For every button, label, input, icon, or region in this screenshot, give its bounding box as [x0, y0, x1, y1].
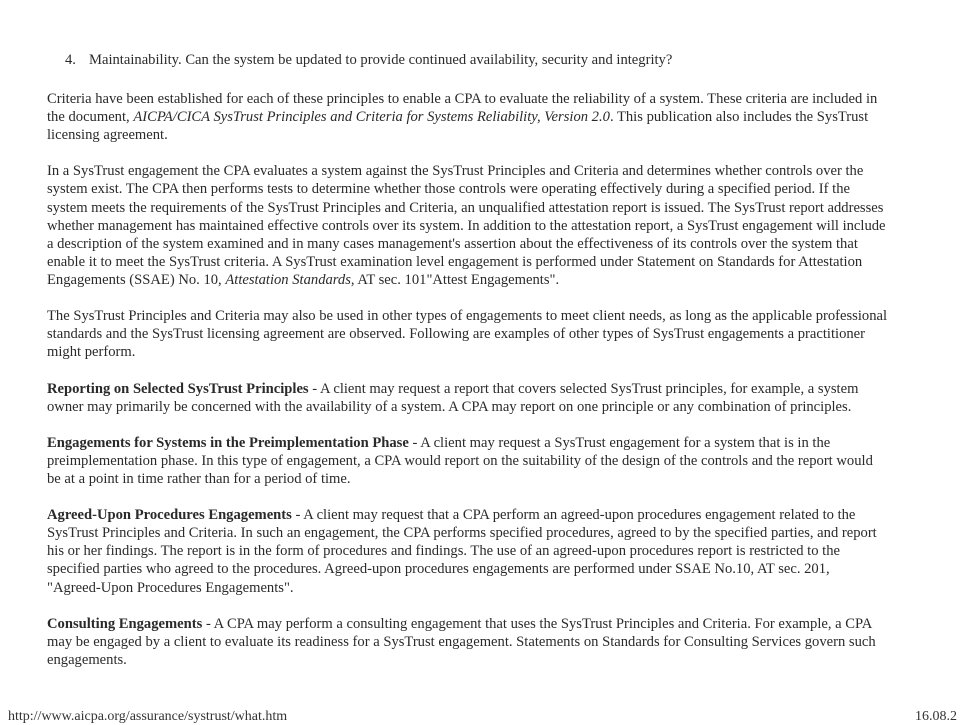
- text-line: owner may primarily be concerned with the availability of a system. A CPA may report on one principle or any combination of principles.: [47, 398, 852, 415]
- list-item-maintainability: [65, 51, 672, 69]
- text-line: [47, 380, 960, 398]
- text-line: [47, 108, 960, 126]
- text-line: [47, 615, 960, 633]
- text-run: the document,: [47, 109, 134, 126]
- text-line: "Agreed-Upon Procedures Engagements".: [47, 579, 294, 596]
- section-heading: Engagements for Systems in the Preimplementation Phase: [47, 434, 409, 451]
- text-run: , AT sec. 101"Attest Engagements".: [350, 271, 560, 288]
- text-line: standards and the SysTrust licensing agreement are observed. Following are examples of other types of SysTrust engagements a practitioner: [47, 326, 866, 343]
- paragraph-engagement: [47, 162, 960, 289]
- text-line: [47, 434, 960, 452]
- section-heading: Agreed-Upon Procedures Engagements: [47, 507, 292, 524]
- text-run: - A CPA may perform a consulting engagement that uses the SysTrust Principles and Criteria. For example, a CPA: [202, 615, 873, 632]
- paragraph-consulting: [47, 615, 960, 669]
- section-heading: Consulting Engagements: [47, 615, 203, 632]
- section-heading: Reporting on Selected SysTrust Principles: [47, 380, 309, 397]
- text-line: SysTrust Principles and Criteria. In such an engagement, the CPA performs specified procedures, agreed to by the specified parties, and report: [47, 525, 877, 542]
- text-line: might perform.: [47, 344, 136, 361]
- text-line: may be engaged by a client to evaluate its readiness for a SysTrust engagement. Statements on Standards for Consulting Services govern such: [47, 633, 876, 650]
- footer-url: http://www.aicpa.org/assurance/systrust/what.htm: [8, 709, 288, 724]
- text-run: - A client may request a report that covers selected SysTrust principles, for example, a system: [308, 380, 859, 397]
- text-line: In a SysTrust engagement the CPA evaluates a system against the SysTrust Principles and Criteria and determines whether controls over the: [47, 163, 864, 180]
- text-run: Engagements (SSAE) No. 10,: [47, 271, 226, 288]
- document-title-italic: AICPA/CICA SysTrust Principles and Criteria for Systems Reliability, Version 2.0: [133, 109, 610, 126]
- text-line: engagements.: [47, 651, 127, 668]
- text-line: enable it to meet the SysTrust criteria. A SysTrust examination level engagement is performed under Statement on Standards for Attestation: [47, 253, 863, 270]
- paragraph-criteria: [47, 90, 960, 144]
- text-line: [47, 506, 960, 524]
- paragraph-agreed-upon: [47, 506, 960, 596]
- text-line: system meets the requirements of the SysTrust Principles and Criteria, an unqualified attestation report is issued. The SysTrust report addresses: [47, 199, 884, 216]
- paragraph-preimplementation: [47, 434, 960, 488]
- list-item-number: 4.: [65, 52, 76, 68]
- text-line: preimplementation phase. In this type of engagement, a CPA would report on the suitability of the design of the controls and the report would: [47, 452, 873, 469]
- text-line: his or her findings. The report is in the form of procedures and findings. The use of an agreed-upon procedures report is restricted to the: [47, 543, 840, 560]
- text-line: whether management has maintained effective controls over its system. In addition to the attestation report, a SysTrust engagement will include: [47, 217, 886, 234]
- text-run: - A client may request a SysTrust engagement for a system that is in the: [408, 434, 831, 451]
- text-line: system exist. The CPA then performs tests to determine whether those controls were operating effectively during a specified period. If the: [47, 181, 850, 198]
- text-line: licensing agreement.: [47, 127, 168, 144]
- footer-date: 16.08.2: [915, 709, 957, 724]
- text-line: Criteria have been established for each of these principles to enable a CPA to evaluate the reliability of a system. These criteria are included in: [47, 91, 878, 107]
- text-line: be at a point in time rather than for a period of time.: [47, 470, 351, 487]
- text-line: specified parties who agreed to the procedures. Agreed-upon procedures engagements are performed under SSAE No.10, AT sec. 201,: [47, 561, 830, 578]
- standard-title-italic: Attestation Standards: [225, 271, 351, 288]
- list-item-text: Maintainability. Can the system be updated to provide continued availability, security and integrity?: [89, 52, 673, 68]
- paragraph-other-engagements: [47, 307, 960, 361]
- text-run: - A client may request that a CPA perform an agreed-upon procedures engagement related to the: [291, 507, 856, 524]
- paragraph-selected-principles: [47, 380, 960, 416]
- text-line: a description of the system examined and in many cases management's assertion about the effectiveness of its controls over the system that: [47, 235, 858, 252]
- text-line: [47, 271, 960, 289]
- text-run: . This publication also includes the SysTrust: [609, 109, 869, 126]
- document-body: [47, 90, 960, 687]
- text-line: The SysTrust Principles and Criteria may also be used in other types of engagements to meet client needs, as long as the applicable professional: [47, 308, 888, 325]
